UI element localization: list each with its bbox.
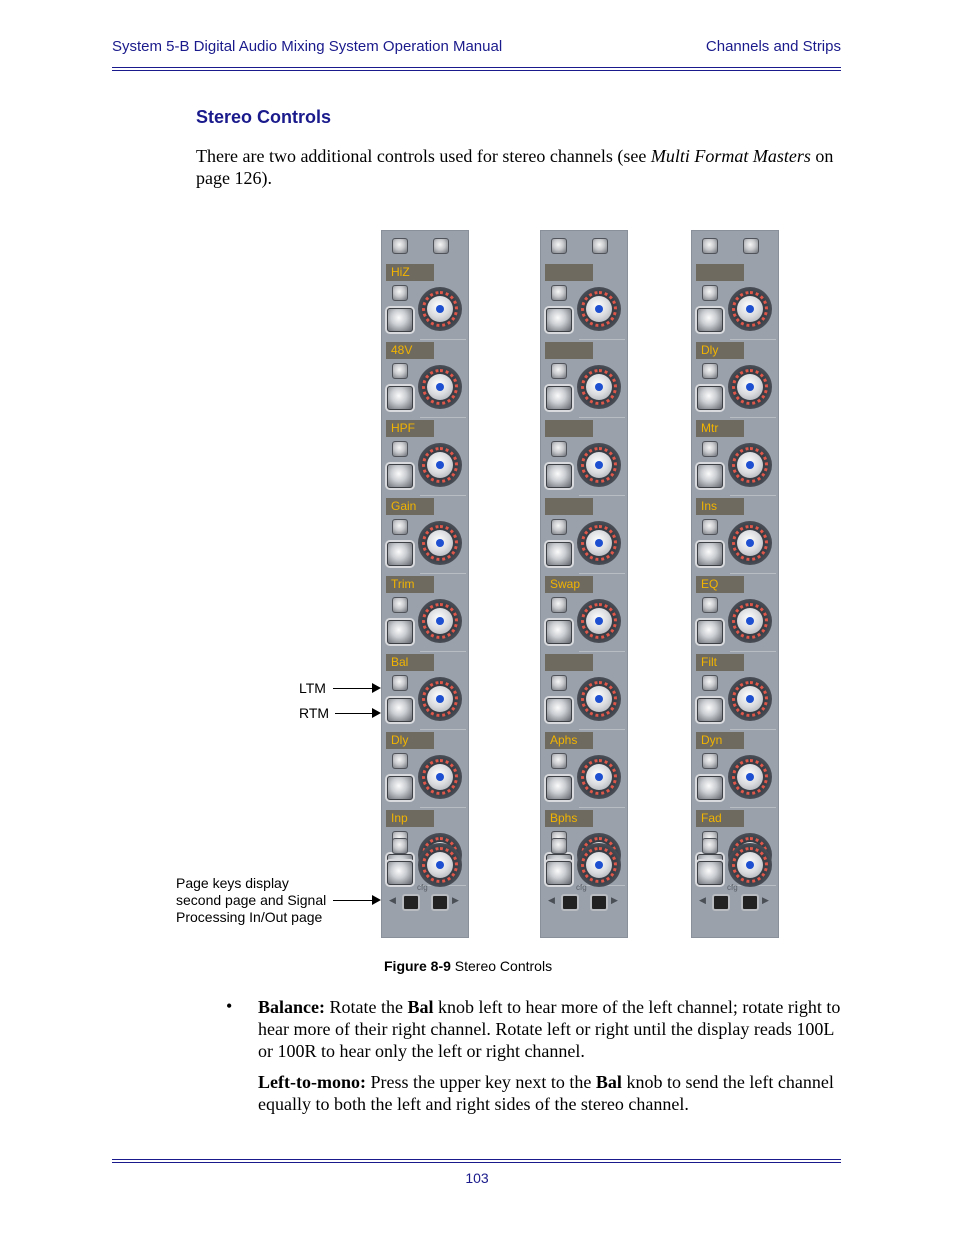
rotary-knob[interactable] [577,521,621,565]
rotary-knob[interactable] [728,599,772,643]
left-to-mono-text-2: knob to send the left channel equally to both the left and right sides of the stereo channel. [258,1072,834,1114]
page-key-left[interactable] [402,894,420,911]
rotary-knob[interactable] [728,365,772,409]
strip-upper-key[interactable] [392,753,408,769]
strip-lower-key[interactable] [387,861,413,885]
rotary-knob[interactable] [418,443,462,487]
knob-indicator [595,617,603,625]
strip-lower-key[interactable] [697,776,723,800]
strip-display: Swap [545,576,593,593]
intro-text-before: There are two additional controls used for stereo channels (see [196,146,651,166]
header-manual-title: System 5-B Digital Audio Mixing System Operation Manual [112,38,503,55]
knob-indicator [436,305,444,313]
rotary-knob[interactable] [418,365,462,409]
strip-top-right-button[interactable] [592,238,608,254]
strip-upper-key[interactable] [551,363,567,379]
page-left-arrow-icon: ◀ [548,896,555,906]
strip-upper-key[interactable] [702,363,718,379]
page-keys-callout-line-2: second page and Signal [176,892,327,908]
figure-caption [384,958,552,974]
ltm-callout-line [333,688,373,689]
knob-indicator [595,383,603,391]
strip-lower-key[interactable] [697,464,723,488]
page-keys-callout-line-3: Processing In/Out page [176,909,323,925]
strip-upper-key[interactable] [702,675,718,691]
knob-indicator [595,861,603,869]
figure-caption-number: Figure 8-9 [384,958,451,974]
knob-indicator [595,305,603,313]
rotary-knob[interactable] [728,755,772,799]
strip-display: Bal [386,654,434,671]
knob-indicator [746,773,754,781]
strip-display: Dly [696,342,744,359]
strip-upper-key[interactable] [702,441,718,457]
strip-upper-key[interactable] [392,675,408,691]
intro-paragraph [196,145,846,189]
knob-indicator [436,861,444,869]
page-right-arrow-icon: ▶ [452,896,459,906]
page-key-right[interactable] [590,894,608,911]
strip-display: Aphs [545,732,593,749]
page-left-arrow-icon: ◀ [389,896,396,906]
strip-divider [730,651,776,652]
strip-display: Fad [696,810,744,827]
rotary-knob[interactable] [577,677,621,721]
header-chapter-title: Channels and Strips [705,38,841,55]
strip-upper-key[interactable] [392,838,408,854]
strip-lower-key[interactable] [387,386,413,410]
strip-divider [579,807,625,808]
strip-display: Bphs [545,810,593,827]
strip-divider [730,807,776,808]
strip-lower-key[interactable] [387,308,413,332]
header-rule [112,67,841,68]
strip-upper-key[interactable] [551,519,567,535]
page-keys-callout-arrowhead [372,895,381,905]
knob-indicator [746,305,754,313]
rotary-knob[interactable] [577,599,621,643]
strip-display: Mtr [696,420,744,437]
strip-upper-key[interactable] [702,519,718,535]
footer-rule [112,1159,841,1160]
strip-upper-key[interactable] [392,441,408,457]
knob-indicator [746,383,754,391]
strip-lower-key[interactable] [546,464,572,488]
rtm-callout-line [335,713,373,714]
strip-divider [730,339,776,340]
knob-indicator [746,617,754,625]
strip-lower-key[interactable] [546,386,572,410]
page-keys-callout-line [333,900,373,901]
rotary-knob[interactable] [728,843,772,887]
strip-upper-key[interactable] [551,597,567,613]
cfg-label: cfg [576,883,587,892]
strip-top-right-button[interactable] [433,238,449,254]
strip-lower-key[interactable] [697,698,723,722]
rotary-knob[interactable] [728,287,772,331]
rotary-knob[interactable] [418,843,462,887]
strip-divider [579,339,625,340]
footer-rule-secondary [112,1162,841,1163]
strip-divider [420,417,466,418]
strip-upper-key[interactable] [551,753,567,769]
page-key-right[interactable] [431,894,449,911]
rotary-knob[interactable] [728,443,772,487]
strip-lower-key[interactable] [697,542,723,566]
ltm-callout-arrowhead [372,683,381,693]
strip-divider [579,573,625,574]
strip-display: Dyn [696,732,744,749]
strip-upper-key[interactable] [551,838,567,854]
strip-lower-key[interactable] [387,620,413,644]
strip-lower-key[interactable] [697,308,723,332]
strip-upper-key[interactable] [551,675,567,691]
left-to-mono-bal-term: Bal [595,1072,622,1092]
rotary-knob[interactable] [577,443,621,487]
intro-text-after: on page 126). [196,146,834,188]
strip-divider [579,495,625,496]
balance-text-1: Rotate the [325,997,408,1017]
knob-indicator [595,539,603,547]
strip-divider [420,729,466,730]
strip-lower-key[interactable] [546,620,572,644]
strip-display: Inp [386,810,434,827]
strip-divider [420,339,466,340]
rotary-knob[interactable] [577,843,621,887]
strip-divider [730,417,776,418]
strip-divider [579,729,625,730]
knob-indicator [595,695,603,703]
knob-indicator [746,461,754,469]
strip-lower-key[interactable] [387,464,413,488]
left-to-mono-paragraph [258,1071,848,1115]
strip-divider [730,495,776,496]
rotary-knob[interactable] [418,599,462,643]
page-right-arrow-icon: ▶ [762,896,769,906]
rotary-knob[interactable] [577,365,621,409]
page-left-arrow-icon: ◀ [699,896,706,906]
page-number: 103 [465,1170,489,1186]
page-keys-callout [176,875,326,926]
rotary-knob[interactable] [728,677,772,721]
strip-display [545,498,593,515]
strip-lower-key[interactable] [546,698,572,722]
strip-lower-key[interactable] [697,386,723,410]
strip-upper-key[interactable] [392,597,408,613]
rtm-callout-arrowhead [372,708,381,718]
rotary-knob[interactable] [418,755,462,799]
page-keys-callout-line-1: Page keys display [176,875,289,891]
strip-display [545,264,593,281]
strip-upper-key[interactable] [392,519,408,535]
strip-lower-key[interactable] [546,861,572,885]
strip-lower-key[interactable] [387,776,413,800]
strip-lower-key[interactable] [546,308,572,332]
strip-divider [420,651,466,652]
strip-upper-key[interactable] [392,363,408,379]
knob-indicator [746,539,754,547]
strip-top-left-button[interactable] [392,238,408,254]
balance-text-2: knob left to hear more of the left channel; rotate right to hear more of their right channel. Rotate left or right until the display reads 100L or 100R to hear only the left or right channel. [258,997,841,1061]
strip-display: HPF [386,420,434,437]
strip-upper-key[interactable] [702,838,718,854]
balance-bal-term: Bal [407,997,434,1017]
rotary-knob[interactable] [418,287,462,331]
knob-indicator [436,617,444,625]
knob-indicator [436,539,444,547]
rotary-knob[interactable] [577,287,621,331]
page-key-left[interactable] [712,894,730,911]
strip-upper-key[interactable] [551,285,567,301]
knob-indicator [436,773,444,781]
strip-divider [420,807,466,808]
page-right-arrow-icon: ▶ [611,896,618,906]
left-to-mono-term: Left-to-mono: [258,1072,366,1092]
strip-upper-key[interactable] [702,285,718,301]
balance-paragraph [258,996,848,1062]
strip-divider [730,729,776,730]
strip-divider [420,573,466,574]
knob-indicator [746,695,754,703]
knob-indicator [436,695,444,703]
knob-indicator [746,861,754,869]
section-title: Stereo Controls [196,107,332,127]
rotary-knob[interactable] [418,677,462,721]
page-key-left[interactable] [561,894,579,911]
strip-display [545,420,593,437]
strip-display: EQ [696,576,744,593]
page-key-right[interactable] [741,894,759,911]
strip-upper-key[interactable] [702,753,718,769]
channel-strip-2 [540,230,628,938]
strip-top-left-button[interactable] [551,238,567,254]
strip-upper-key[interactable] [702,597,718,613]
knob-indicator [436,383,444,391]
strip-display [696,264,744,281]
cfg-label: cfg [727,883,738,892]
strip-display: Trim [386,576,434,593]
strip-lower-key[interactable] [387,542,413,566]
channel-strip-3 [691,230,779,938]
strip-display: Ins [696,498,744,515]
rotary-knob[interactable] [728,521,772,565]
rotary-knob[interactable] [418,521,462,565]
strip-lower-key[interactable] [546,776,572,800]
knob-indicator [595,773,603,781]
strip-divider [579,417,625,418]
strip-top-left-button[interactable] [702,238,718,254]
strip-divider [579,651,625,652]
strip-lower-key[interactable] [546,542,572,566]
header-rule-secondary [112,70,841,71]
rotary-knob[interactable] [577,755,621,799]
bullet-symbol: • [226,996,233,1016]
strip-divider [730,573,776,574]
strip-display [545,654,593,671]
strip-display: 48V [386,342,434,359]
strip-display: Filt [696,654,744,671]
strip-display: HiZ [386,264,434,281]
cfg-label: cfg [417,883,428,892]
strip-upper-key[interactable] [551,441,567,457]
strip-lower-key[interactable] [387,698,413,722]
strip-divider [420,495,466,496]
rtm-callout-label: RTM [299,705,330,721]
strip-lower-key[interactable] [697,861,723,885]
strip-top-right-button[interactable] [743,238,759,254]
intro-crossref-link[interactable]: Multi Format Masters [650,146,811,166]
strip-display: Gain [386,498,434,515]
ltm-callout-label: LTM [299,680,326,696]
strip-display: Dly [386,732,434,749]
strip-upper-key[interactable] [392,285,408,301]
knob-indicator [436,461,444,469]
strip-display [545,342,593,359]
figure-caption-text: Stereo Controls [454,958,553,974]
knob-indicator [595,461,603,469]
strip-lower-key[interactable] [697,620,723,644]
balance-term: Balance: [258,997,325,1017]
channel-strip-1 [381,230,469,938]
left-to-mono-text-1: Press the upper key next to the [365,1072,596,1092]
